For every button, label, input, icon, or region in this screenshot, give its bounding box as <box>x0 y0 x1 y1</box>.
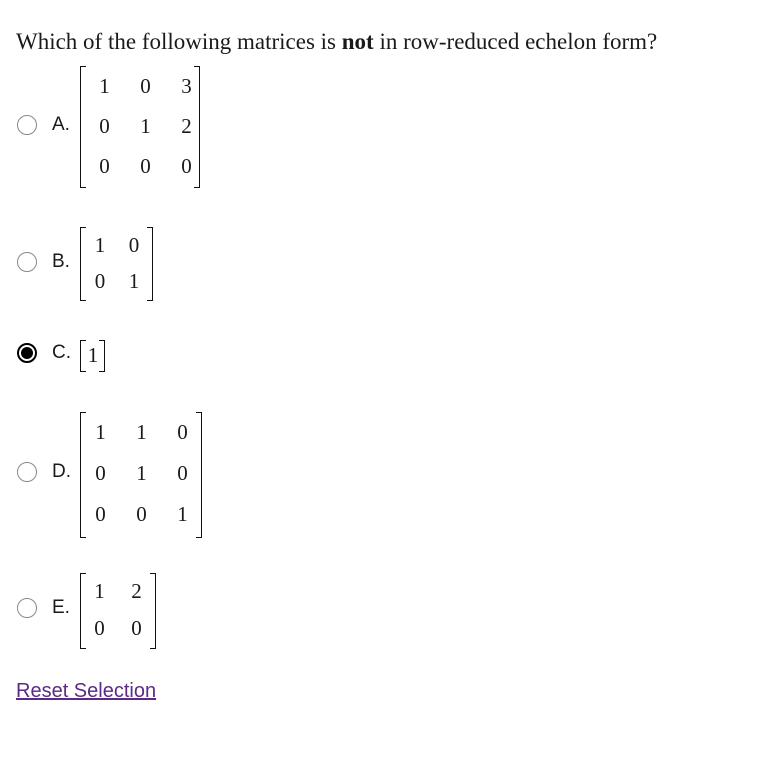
matrix-cell: 3 <box>181 73 192 98</box>
matrix-cell: 0 <box>131 616 142 640</box>
matrix-cell: 0 <box>177 461 188 485</box>
matrix-cell: 0 <box>99 153 110 178</box>
option-b-matrix <box>83 227 151 299</box>
matrix-cell: 2 <box>181 113 192 138</box>
option-d-radio[interactable] <box>17 462 37 482</box>
matrix-cell: 0 <box>140 153 151 178</box>
option-b-label: B. <box>52 251 70 272</box>
matrix-cell: 1 <box>99 73 110 98</box>
matrix-cell: 1 <box>94 232 106 257</box>
option-c-label: C. <box>52 342 71 363</box>
option-e-matrix <box>81 573 155 647</box>
option-a-radio[interactable] <box>17 115 37 135</box>
option-a-matrix <box>84 66 207 186</box>
matrix-cell: 1 <box>128 268 140 293</box>
matrix-cell: 0 <box>128 232 140 257</box>
option-d-label: D. <box>52 461 71 482</box>
option-b-radio[interactable] <box>17 252 37 272</box>
question-suffix: in row-reduced echelon form? <box>373 29 658 54</box>
matrix-cell: 1 <box>136 420 147 444</box>
option-e-label: E. <box>52 597 70 618</box>
matrix-cell: 0 <box>136 502 147 526</box>
question-emphasis: not <box>341 29 374 54</box>
matrix-cell: 1 <box>136 461 147 485</box>
matrix-cell: 1 <box>177 502 188 526</box>
matrix-cell: 1 <box>140 113 151 138</box>
matrix-cell: 0 <box>140 73 151 98</box>
question-prefix: Which of the following matrices is <box>16 29 342 54</box>
matrix-cell: 0 <box>94 268 106 293</box>
matrix-cell: 0 <box>99 113 110 138</box>
matrix-cell: 0 <box>95 461 106 485</box>
matrix-cell: 2 <box>131 579 142 603</box>
question-text <box>16 27 657 57</box>
option-e-radio[interactable] <box>17 598 37 618</box>
reset-selection-link[interactable]: Reset Selection <box>16 680 157 702</box>
matrix-cell: 0 <box>95 502 106 526</box>
matrix-cell: 0 <box>94 616 105 640</box>
option-c-radio[interactable] <box>17 343 37 363</box>
matrix-cell: 1 <box>95 420 106 444</box>
matrix-cell: 1 <box>87 342 99 367</box>
option-d-matrix <box>80 412 203 535</box>
option-a-label: A. <box>52 114 70 135</box>
matrix-cell: 1 <box>94 579 105 603</box>
matrix-cell: 0 <box>181 153 192 178</box>
matrix-cell: 0 <box>177 420 188 444</box>
